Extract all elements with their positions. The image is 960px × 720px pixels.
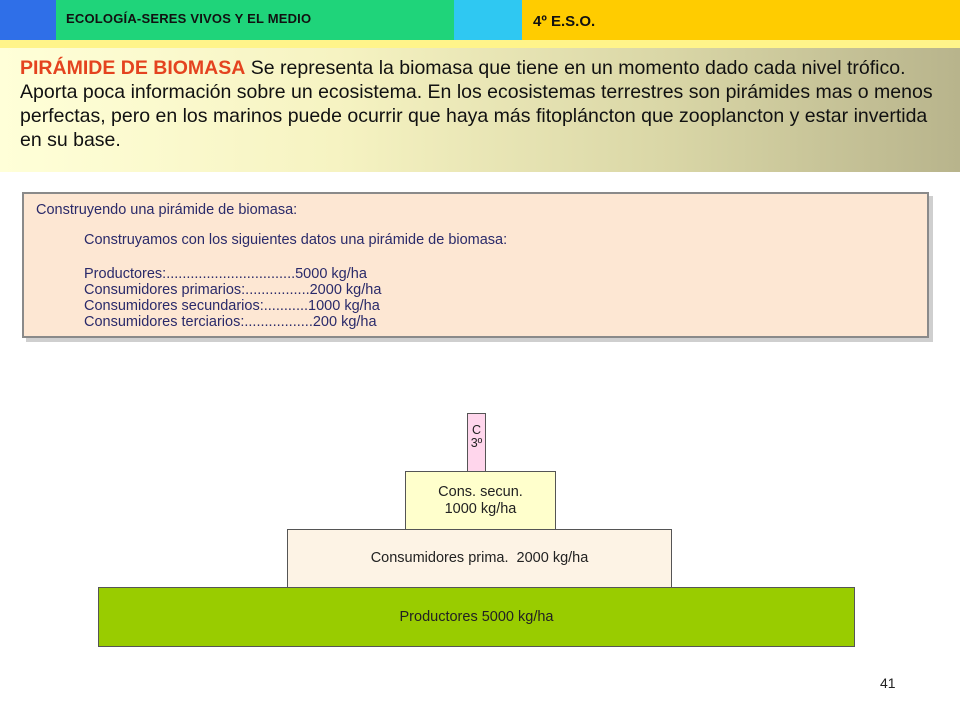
intro-term: PIRÁMIDE DE BIOMASA [20, 57, 246, 79]
header-subject: ECOLOGÍA-SERES VIVOS Y EL MEDIO [66, 11, 312, 26]
intro-paragraph [20, 56, 945, 152]
data-row: Productores:................................5000 kg/ha [84, 266, 367, 282]
pyramid-level-label: Productores 5000 kg/ha [399, 608, 554, 625]
intro-body: Se representa la biomasa que tiene en un momento dado cada nivel trófico. Aporta poca información sobre un ecosistema. En los ecosistemas terrestres son pirámides mas o menos perfectas, pero en los marinos puede ocurrir que haya más fitopláncton que zooplancton y estar invertida en su base. [20, 57, 933, 151]
data-row: Consumidores primarios:................2000 kg/ha [84, 282, 382, 298]
pyramid-level-producers [98, 587, 855, 647]
header-accent-mid [454, 0, 522, 40]
data-row: Consumidores secundarios:...........1000 kg/ha [84, 298, 380, 314]
pyramid-level-label: 1000 kg/ha [444, 500, 517, 517]
pyramid-level-secondary [405, 471, 556, 530]
header-level: 4º E.S.O. [533, 13, 596, 30]
data-row: Consumidores terciarios:.................200 kg/ha [84, 314, 377, 330]
data-box [22, 192, 929, 338]
page-number: 41 [880, 675, 896, 691]
pyramid-level-label: 3º [470, 436, 483, 450]
pyramid-level-tertiary [467, 413, 486, 472]
pyramid-level-label: Consumidores prima. 2000 kg/ha [370, 550, 589, 566]
pyramid-level-primary [287, 529, 672, 588]
pyramid-level-label: Cons. secun. [438, 483, 523, 500]
data-box-intro: Construyamos con los siguientes datos una pirámide de biomasa: [84, 232, 508, 248]
header-strip [0, 40, 960, 48]
data-box-title: Construyendo una pirámide de biomasa: [36, 202, 298, 218]
header-accent-left [0, 0, 56, 40]
pyramid-level-label: C [471, 423, 482, 437]
